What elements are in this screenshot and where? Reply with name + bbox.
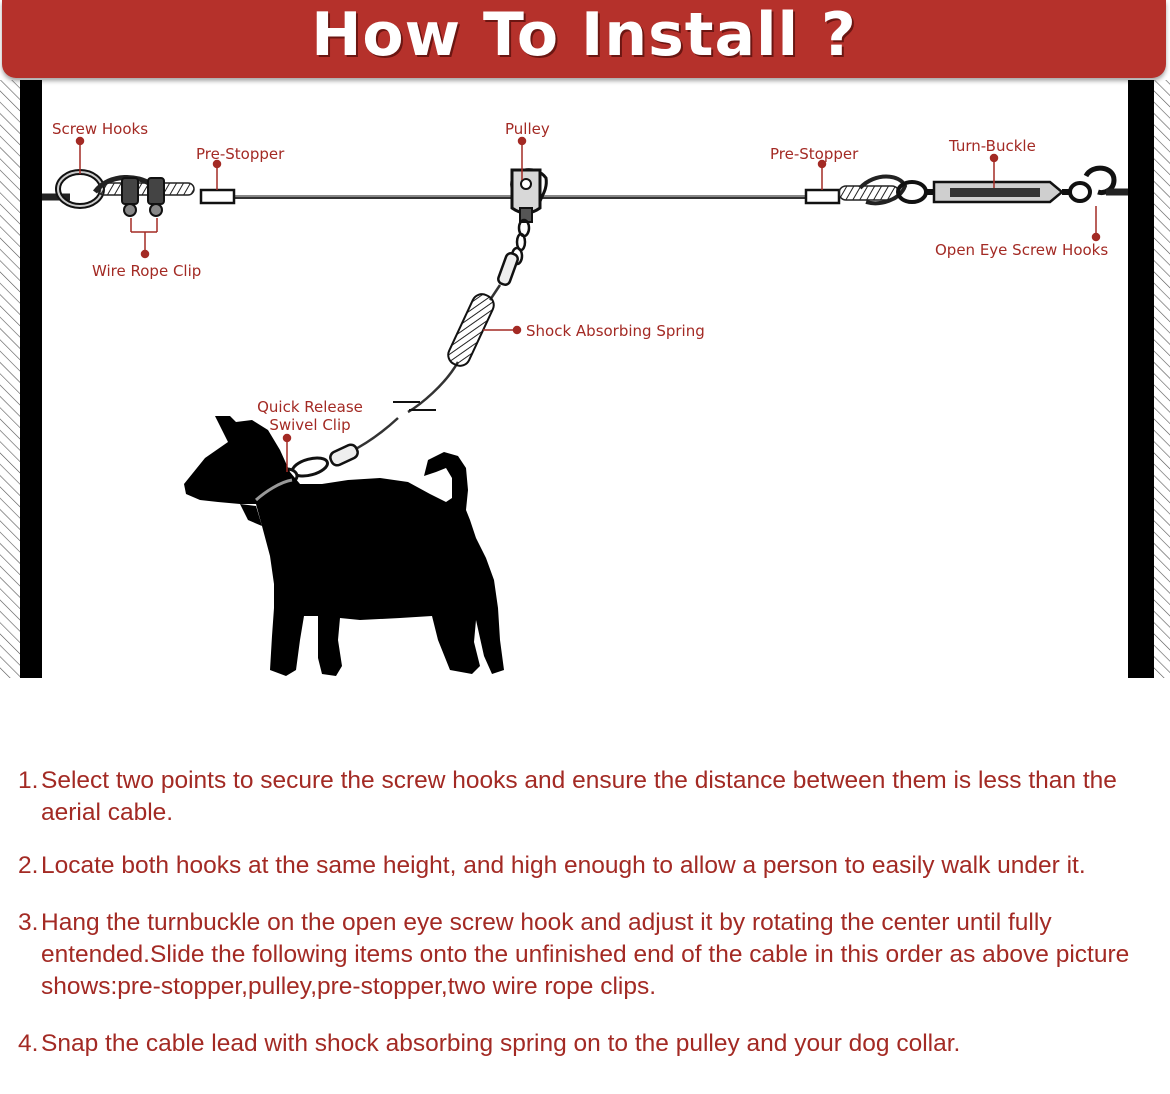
pulley [512, 170, 547, 222]
step-number: 4. [18, 1030, 39, 1057]
label-turn-buckle: Turn-Buckle [949, 137, 1036, 155]
diagram-drawing [0, 80, 1170, 680]
open-eye-screw-hook [1086, 168, 1128, 192]
step-text: Hang the turnbuckle on the open eye screw hook and adjust it by rotating the center until fully entended.Slide the following items onto the unfinished end of the cable in this order as above picture shows:pre-stopper,pulley,pre-stopper,two wire rope clips. [41, 909, 1130, 1000]
right-pre-stopper [806, 190, 839, 203]
label-pulley: Pulley [505, 120, 550, 138]
step-2 [18, 850, 1158, 882]
left-cable-loop [95, 177, 194, 195]
right-wall [1128, 80, 1170, 678]
left-pre-stopper [201, 190, 234, 203]
label-pre-stopper-left: Pre-Stopper [196, 145, 285, 163]
step-number: 2. [18, 852, 39, 879]
label-pre-stopper-right: Pre-Stopper [770, 145, 859, 163]
label-wire-rope-clip: Wire Rope Clip [92, 262, 202, 280]
step-1 [18, 765, 1158, 829]
lead-sleeve [497, 252, 519, 286]
page-title: How To Install ? [311, 0, 857, 70]
step-number: 3. [18, 909, 39, 936]
label-quick-release-line2: Swivel Clip [269, 416, 351, 434]
label-quick-release-swivel-clip [250, 398, 370, 434]
label-shock-absorbing-spring: Shock Absorbing Spring [526, 322, 705, 340]
label-screw-hooks: Screw Hooks [52, 120, 149, 138]
installation-diagram [0, 80, 1170, 680]
step-3 [18, 907, 1158, 1003]
title-banner [2, 0, 1166, 78]
step-text: Locate both hooks at the same height, and high enough to allow a person to easily walk under it. [41, 852, 1086, 879]
left-screw-hook [42, 172, 102, 206]
step-text: Select two points to secure the screw hooks and ensure the distance between them is less than the aerial cable. [41, 767, 1117, 826]
label-quick-release-line1: Quick Release [257, 398, 363, 416]
left-wall [0, 80, 42, 678]
step-number: 1. [18, 767, 39, 794]
right-cable-loop [839, 177, 905, 204]
instruction-steps [18, 765, 1158, 1060]
label-open-eye-screw-hooks: Open Eye Screw Hooks [935, 241, 1109, 259]
step-4 [18, 1028, 1158, 1060]
step-text: Snap the cable lead with shock absorbing spring on to the pulley and your dog collar. [41, 1030, 961, 1057]
